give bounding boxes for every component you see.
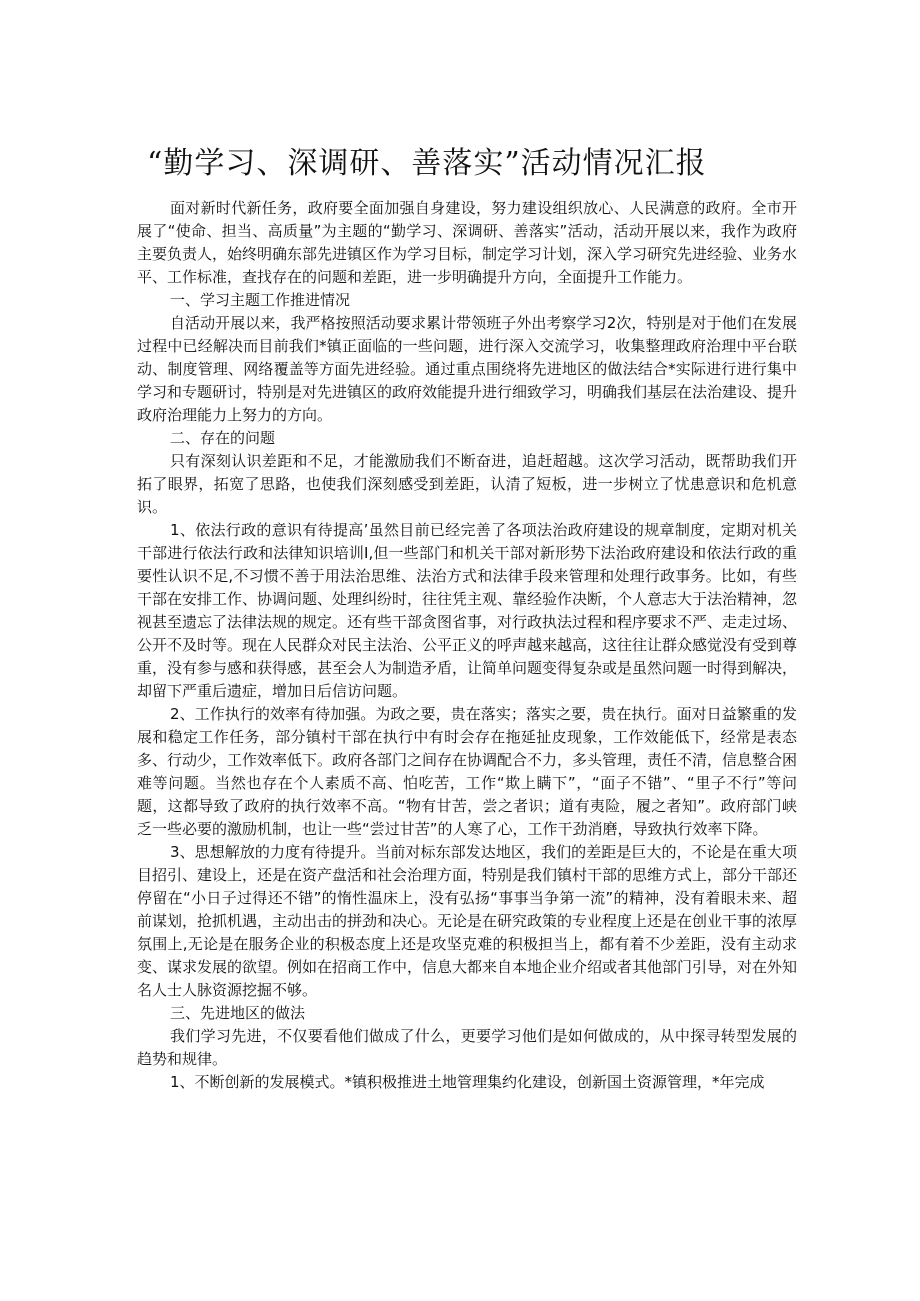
section-heading-1: 一、学习主题工作推进情况	[170, 291, 351, 309]
section-heading-3: 三、先进地区的做法	[170, 1004, 306, 1022]
problem-2-paragraph: 2、工作执行的效率有待加强。为政之要，贵在落实；落实之要，贵在执行。面对日益繁重的发展和稳定工作任务，部分镇村干部在执行中有时会存在拖延扯皮现象，工作效能低下，经常是表态多、行动少，工作效率低下。政府各部门之间存在协调配合不力，多头管理，责任不清，信息整合困难等问题。当然也存在个人素质不高、怕吃苦，工作“欺上瞒下”，“面子不错”、“里子不行”等问题，这都导致了政府的执行效率不高。“物有甘苦，尝之者识；道有夷险，履之者知”。政府部门峡乏一些必要的激励机制，也让一些“尝过甘苦”的人寒了心，工作干劲消磨，导致执行效率下降。	[137, 705, 798, 838]
section-1-paragraph: 自活动开展以来，我严格按照活动要求累计带领班子外出考察学习2次，特别是对于他们在发展过程中已经解决而目前我们*镇正面临的一些问题，进行深入交流学习，收集整理政府治理中平台联动、制度管理、网络覆盖等方面先进经验。通过重点围绕将先进地区的做法结合*实际进行进行集中学习和专题研讨，特别是对先进镇区的政府效能提升进行细致学习，明确我们基层在法治建设、提升政府治理能力上努力的方向。	[137, 314, 798, 424]
intro-paragraph: 面对新时代新任务，政府要全面加强自身建设，努力建设组织放心、人民满意的政府。全市开展了“使命、担当、高质量”为主题的“勤学习、深调研、善落实”活动，活动开展以来，我作为政府主要负责人，始终明确东部先进镇区作为学习目标，制定学习计划，深入学习研究先进经验、业务水平、工作标准，查找存在的问题和差距，进一步明确提升方向，全面提升工作能力。	[137, 199, 798, 286]
section-heading-2: 二、存在的问题	[170, 429, 276, 447]
problem-3-paragraph: 3、思想解放的力度有待提升。当前对标东部发达地区，我们的差距是巨大的，不论是在重大项目招引、建设上，还是在资产盘活和社会治理方面，特别是我们镇村干部的思维方式上，部分干部还停留在“小日子过得还不错”的惰性温床上，没有弘扬“事事当争第一流”的精神，没有着眼未来、超前谋划，抢抓机遇，主动出击的拼劲和决心。无论是在研究政策的专业程度上还是在创业干事的浓厚氛围上,无论是在服务企业的积极态度上还是攻坚克难的积极担当上，都有着不少差距，没有主动求变、谋求发展的欲望。例如在招商工作中，信息大都来自本地企业介绍或者其他部门引导，对在外知名人士人脉资源挖掘不够。	[137, 843, 798, 999]
section-2-intro-paragraph: 只有深刻认识差距和不足，才能激励我们不断奋进，追赶超越。这次学习活动，既帮助我们开拓了眼界，拓宽了思路，也使我们深刻感受到差距，认清了短板，进一步树立了忧患意识和危机意识。	[137, 452, 797, 516]
section-3-intro-paragraph: 我们学习先进，不仅要看他们做成了什么，更要学习他们是如何做成的，从中探寻转型发展的趋势和规律。	[137, 1027, 797, 1068]
problem-1-paragraph: 1、依法行政的意识有待提高’虽然目前已经完善了各项法治政府建设的规章制度，定期对机关干部进行依法行政和法律知识培训I,但一些部门和机关干部对新形势下法治政府建设和依法行政的重要性认识不足,不习惯不善于用法治思维、法治方式和法律手段来管理和处理行政事务。比如，有些干部在安排工作、协调问题、处理纠纷时，往往凭主观、靠经验作决断，个人意志大于法治精神，忽视甚至遗忘了法律法规的规定。还有些干部贪图省事，对行政执法过程和程序要求不严、走走过场、公开不及时等。现在人民群众对民主法治、公平正义的呼声越来越高，这往往让群众感觉没有受到尊重，没有参与感和获得感，甚至会人为制造矛盾，让简单问题变得复杂或是虽然问题一时得到解决，却留下严重后遗症，增加日后信访问题。	[137, 521, 798, 700]
practice-1-paragraph: 1、不断创新的发展模式。*镇积极推进土地管理集约化建设，创新国土资源管理，*年完成	[170, 1073, 765, 1091]
document-body	[137, 197, 797, 1094]
document-title: “勤学习、深调研、善落实”活动情况汇报	[147, 146, 707, 181]
document-page	[137, 0, 797, 1094]
